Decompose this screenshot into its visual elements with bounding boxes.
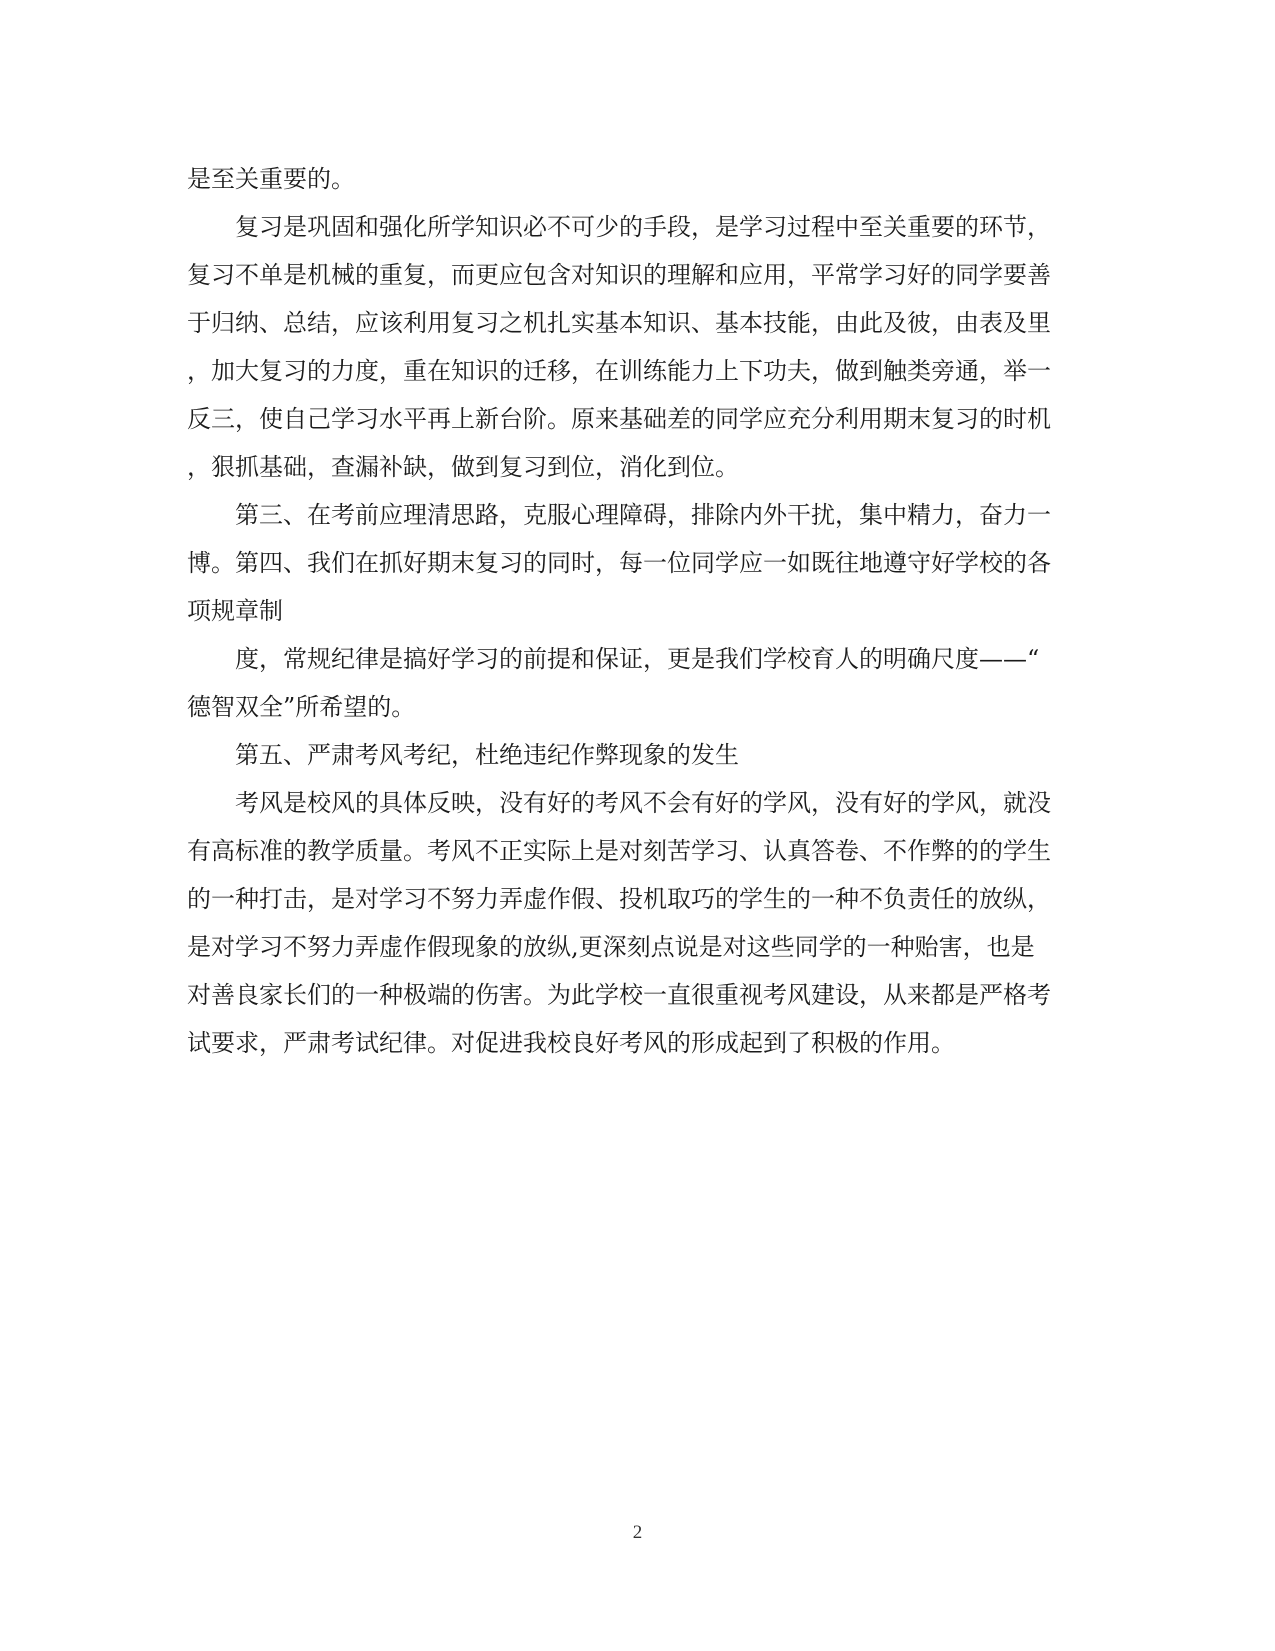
text-line: 博。第四、我们在抓好期末复习的同时，每一位同学应一如既往地遵守好学校的各	[187, 549, 1051, 577]
text-line: 第三、在考前应理清思路，克服心理障碍，排除内外干扰，集中精力，奋力一	[235, 501, 1051, 529]
text-line: 考风是校风的具体反映，没有好的考风不会有好的学风，没有好的学风，就没	[235, 789, 1051, 817]
text-line: 德智双全”所希望的。	[187, 693, 416, 721]
text-line: 对善良家长们的一种极端的伤害。为此学校一直很重视考风建设，从来都是严格考	[187, 981, 1051, 1009]
page-number: 2	[632, 1522, 643, 1543]
text-line: 度，常规纪律是搞好学习的前提和保证，更是我们学校育人的明确尺度——“	[235, 645, 1040, 673]
text-line: 复习是巩固和强化所学知识必不可少的手段，是学习过程中至关重要的环节，	[235, 213, 1051, 241]
text-line: 有高标准的教学质量。考风不正实际上是对刻苦学习、认真答卷、不作弊的的学生	[187, 837, 1051, 865]
text-line: ，加大复习的力度，重在知识的迁移，在训练能力上下功夫，做到触类旁通，举一	[187, 357, 1051, 385]
text-line: 的一种打击，是对学习不努力弄虚作假、投机取巧的学生的一种不负责任的放纵，	[187, 885, 1051, 913]
text-line: 复习不单是机械的重复，而更应包含对知识的理解和应用，平常学习好的同学要善	[187, 261, 1051, 289]
text-line: 是对学习不努力弄虚作假现象的放纵,更深刻点说是对这些同学的一种贻害，也是	[187, 933, 1035, 961]
text-line: 第五、严肃考风考纪，杜绝违纪作弊现象的发生	[235, 741, 739, 769]
text-line: 反三，使自己学习水平再上新台阶。原来基础差的同学应充分利用期末复习的时机	[187, 405, 1051, 433]
text-line: ，狠抓基础，查漏补缺，做到复习到位，消化到位。	[187, 453, 739, 481]
text-line: 项规章制	[187, 597, 283, 625]
text-line: 是至关重要的。	[187, 165, 355, 193]
text-line: 试要求，严肃考试纪律。对促进我校良好考风的形成起到了积极的作用。	[187, 1029, 955, 1057]
text-line: 于归纳、总结，应该利用复习之机扎实基本知识、基本技能，由此及彼，由表及里	[187, 309, 1051, 337]
